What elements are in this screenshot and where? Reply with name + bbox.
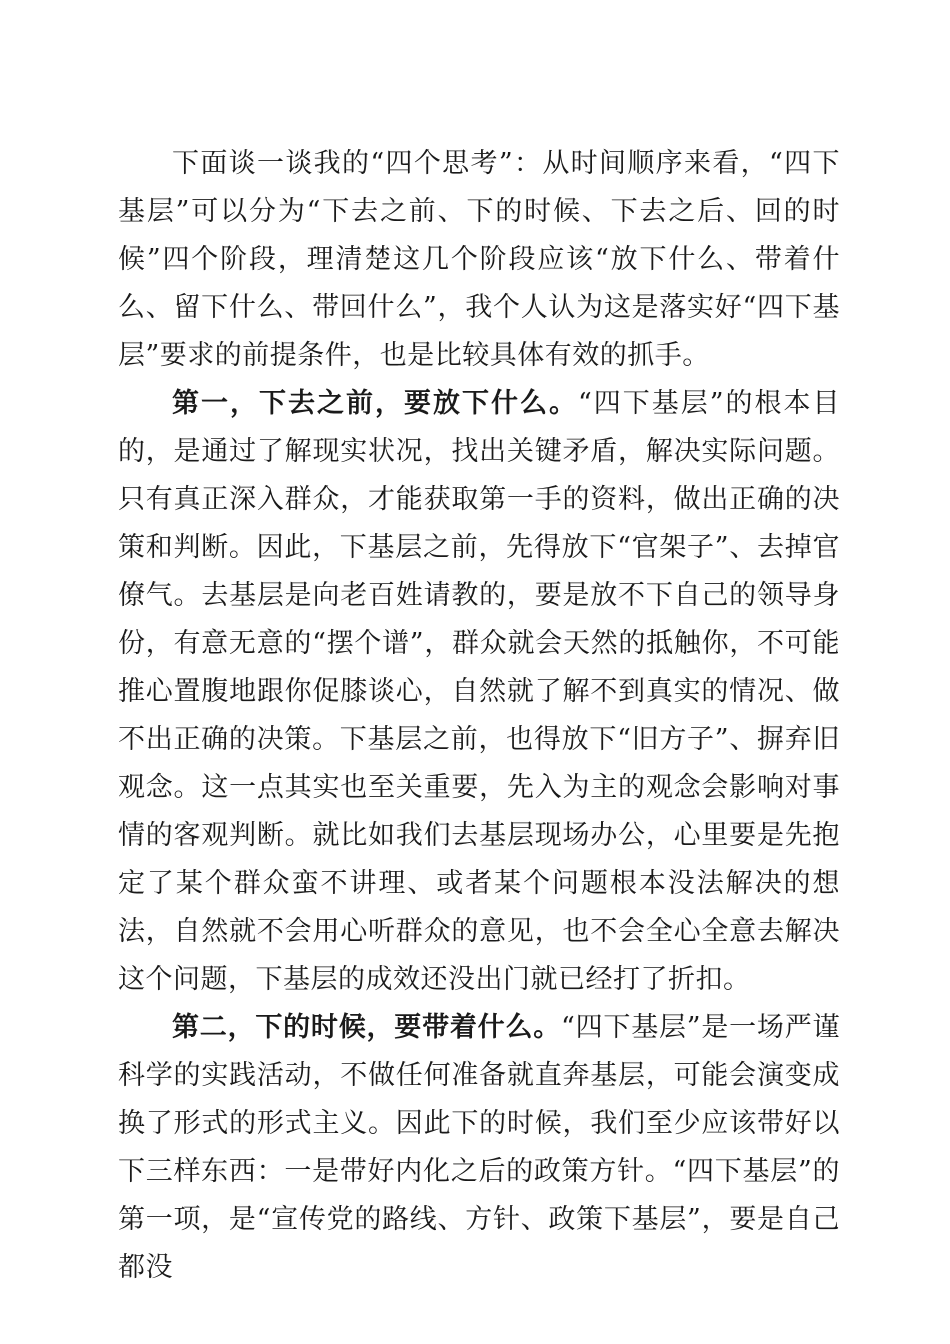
paragraph-text: “四下基层”的根本目的，是通过了解现实状况，找出关键矛盾，解决实际问题。只有真正深入群众，才能获取第一手的资料，做出正确的决策和判断。因此，下基层之前，先得放下“官架子”、去掉官僚气。去基层是向老百姓请教的，要是放不下自己的领导身份，有意无意的“摆个谱”，群众就会天然的抵触你，不可能推心置腹地跟你促膝谈心，自然就了解不到真实的情况、做不出正确的决策。下基层之前，也得放下“旧方子”、摒弃旧观念。这一点其实也至关重要，先入为主的观念会影响对事情的客观判断。就比如我们去基层现场办公，心里要是先抱定了某个群众蛮不讲理、或者某个问题根本没法解决的想法，自然就不会用心听群众的意见，也不会全心全意去解决这个问题，下基层的成效还没出门就已经打了折扣。 (118, 388, 841, 995)
paragraph-first-point (118, 380, 840, 1004)
document-body (118, 140, 840, 1292)
paragraph-lead: 第二，下的时候，要带着什么。 (172, 1012, 562, 1043)
paragraph-text: “四下基层”是一场严谨科学的实践活动，不做任何准备就直奔基层，可能会演变成换了形式的形式主义。因此下的时候，我们至少应该带好以下三样东西：一是带好内化之后的政策方针。“四下基层”的第一项，是“宣传党的路线、方针、政策下基层”，要是自己都没 (118, 1012, 841, 1283)
paragraph-text: 下面谈一谈我的“四个思考”：从时间顺序来看，“四下基层”可以分为“下去之前、下的时候、下去之后、回的时候”四个阶段，理清楚这几个阶段应该“放下什么、带着什么、留下什么、带回什么”，我个人认为这是落实好“四下基层”要求的前提条件，也是比较具体有效的抓手。 (118, 148, 840, 371)
paragraph-lead: 第一，下去之前，要放下什么。 (172, 388, 578, 419)
paragraph-second-point (118, 1004, 840, 1292)
paragraph-intro (118, 140, 840, 380)
